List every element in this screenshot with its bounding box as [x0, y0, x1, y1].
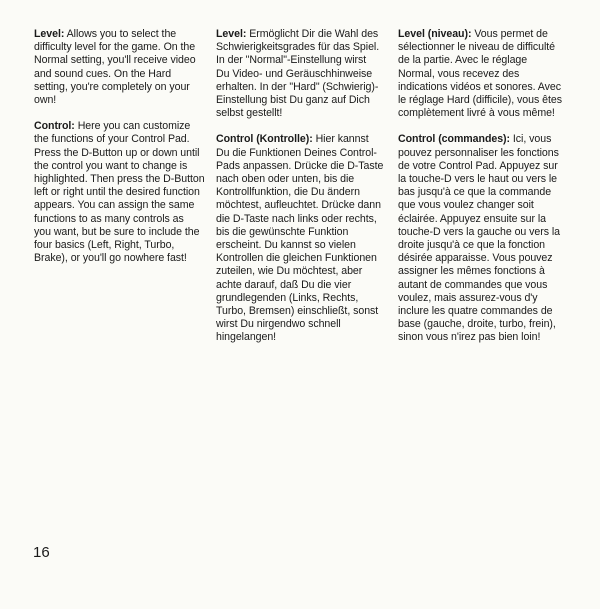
text-line: que vous voulez changer soit [398, 199, 534, 212]
text-line: indications vidéos et sonores. Avec [398, 80, 561, 93]
text-line: de la partie. Avec le réglage [398, 54, 528, 67]
level-paragraph-en [34, 28, 202, 107]
text-line: highlighted. Then press the D-Button [34, 173, 205, 186]
level-paragraph-fr [398, 28, 570, 120]
text-line: de votre Control Pad. Appuyez sur [398, 159, 558, 172]
text-line: Level: Ermöglicht Dir die Wahl des [216, 28, 379, 40]
text-line: touche-D vers la gauche ou vers la [398, 225, 561, 238]
text-line: sélectionner le niveau de difficulté [398, 41, 556, 54]
control-heading-en: Control: [34, 120, 75, 133]
text-line: Du die Funktionen Deines Control- [216, 146, 377, 159]
text-line: wirst Du nirgendwo schnell [216, 318, 341, 331]
text-line: Control: Here you can customize [34, 120, 191, 133]
text-line: nach oben oder unten, bis die [216, 173, 355, 186]
text-line: the functions of your Control Pad. [34, 133, 190, 146]
text-line: selbst gestellt! [216, 107, 283, 120]
text-line: autant de commandes que vous [398, 278, 548, 291]
text-line: Schwierigkeitsgrades für das Spiel. [216, 41, 380, 54]
text-line: bas jusqu'à ce que la commande [398, 186, 552, 199]
text-line: éclairée. Appuyez ensuite sur la [398, 212, 546, 225]
text-line: zuteilen, wie Du möchtest, aber [216, 265, 363, 278]
control-heading-de: Control (Kontrolle): [216, 133, 313, 146]
french-column [398, 28, 570, 358]
text-line: inclure les quatre commandes de [398, 305, 553, 318]
text-line: Press the D-Button up or down until [34, 146, 200, 159]
text-line: functions to as many controls as [34, 212, 184, 225]
english-column [34, 28, 205, 278]
text-line: own! [34, 94, 57, 107]
text-line: appears. You can assign the same [34, 199, 195, 212]
text-line: Pads anpassen. Drücke die D-Taste [216, 159, 384, 172]
text-line: sinon vous n'irez pas bien loin! [398, 331, 541, 344]
text-line: you want, but be sure to include the [34, 225, 200, 238]
text-line: désirée apparaisse. Vous pouvez [398, 252, 553, 265]
control-paragraph-de [216, 133, 384, 344]
text-line: the control you want to change is [34, 159, 188, 172]
text-line: difficulty level for the game. On the [34, 41, 196, 54]
text-line: Turbo, Bremsen) einschließt, sonst [216, 305, 379, 318]
level-heading-de: Level: [216, 28, 247, 40]
level-heading-fr: Level (niveau): [398, 28, 472, 40]
text-line: bis die gewünschte Funktion [216, 225, 349, 238]
page-number: 16 [33, 544, 50, 561]
text-line: Du Video- und Geräuschhinweise [216, 67, 373, 80]
text-line: Control (Kontrolle): Hier kannst [216, 133, 369, 146]
text-line: Level: Allows you to select the [34, 28, 177, 40]
text-line: Brake), or you'll go nowhere fast! [34, 252, 187, 265]
text-line: base (gauche, droite, turbo, frein), [398, 318, 556, 331]
text-line: Normal, vous recevez des [398, 67, 520, 80]
text-line: assigner les mêmes fonctions à [398, 265, 545, 278]
text-line: Normal setting, you'll receive video [34, 54, 196, 67]
text-line: voulez, mais assurez-vous d'y [398, 291, 538, 304]
text-line: Kontrollfunktion, die Du ändern [216, 186, 360, 199]
level-paragraph-de [216, 28, 384, 120]
text-line: la touche-D vers le haut ou vers le [398, 173, 558, 186]
text-line: le réglage Hard (difficile), vous êtes [398, 94, 562, 107]
german-column [216, 28, 384, 358]
control-heading-fr: Control (commandes): [398, 133, 511, 146]
text-line: Einstellung bist Du ganz auf Dich [216, 94, 370, 107]
text-line: four basics (Left, Right, Turbo, [34, 239, 175, 252]
text-line: achte darauf, daß Du die vier [216, 278, 352, 291]
text-line: In der "Normal"-Einstellung wirst [216, 54, 367, 67]
text-line: setting, you're completely on your [34, 80, 190, 93]
text-line: grundlegenden (Links, Rechts, [216, 291, 359, 304]
text-line: complètement livré à vous même! [398, 107, 555, 120]
text-line: Level (niveau): Vous permet de [398, 28, 548, 40]
control-paragraph-en [34, 120, 205, 265]
text-line: left or right until the desired function [34, 186, 200, 199]
text-line: erhalten. In der "Hard" (Schwierig)- [216, 80, 379, 93]
text-line: and sound cues. On the Hard [34, 67, 172, 80]
text-line: die D-Taste nach links oder rechts, [216, 212, 377, 225]
control-paragraph-fr [398, 133, 570, 344]
text-line: hingelangen! [216, 331, 277, 344]
text-line: erscheint. Du kannst so vielen [216, 239, 356, 252]
text-line: pouvez personnaliser les fonctions [398, 146, 559, 159]
text-line: droite jusqu'à ce que la fonction [398, 239, 546, 252]
level-heading-en: Level: [34, 28, 65, 40]
text-line: Control (commandes): Ici, vous [398, 133, 552, 146]
text-line: Kontrollen die gleichen Funktionen [216, 252, 377, 265]
text-line: möchtest, aufleuchtet. Drücke dann [216, 199, 381, 212]
